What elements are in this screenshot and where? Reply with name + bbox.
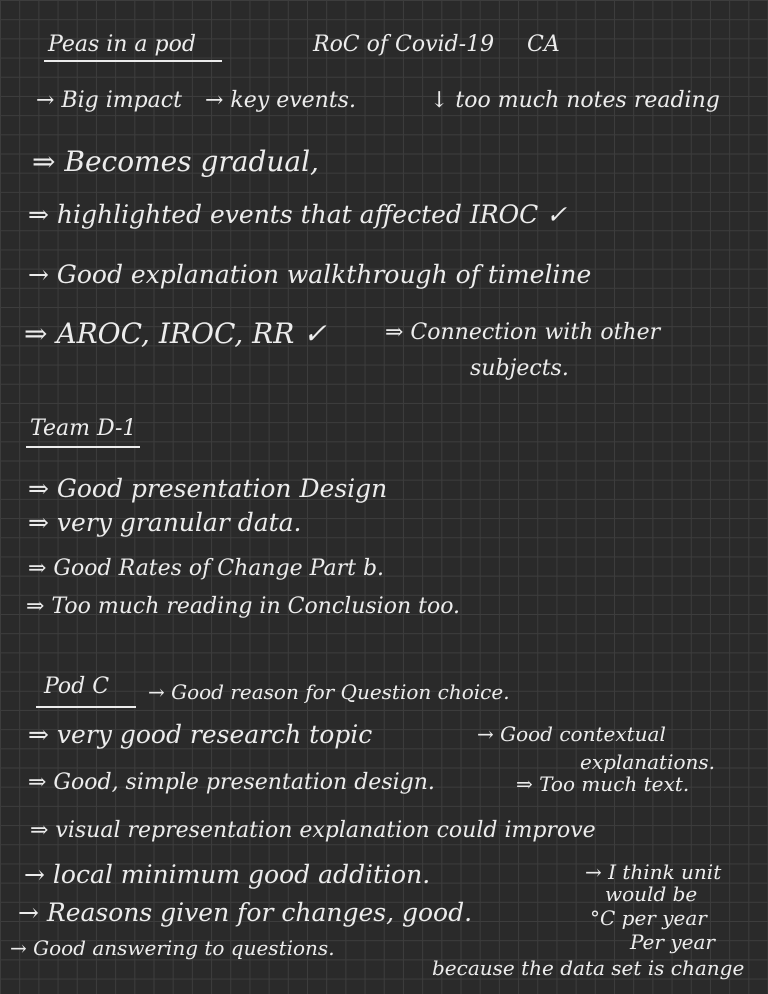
header-initials: CA bbox=[527, 32, 560, 57]
note-because-data-set: because the data set is change bbox=[432, 956, 745, 980]
note-would-be: would be bbox=[605, 882, 698, 906]
note-reading-conclusion: ⇒ Too much reading in Conclusion too. bbox=[26, 594, 461, 619]
note-key-events: → key events. bbox=[205, 88, 356, 113]
note-highlighted-events: ⇒ highlighted events that affected IROC ✓ bbox=[28, 200, 568, 229]
header-title-peas-in-a-pod: Peas in a pod bbox=[48, 32, 196, 57]
note-too-much-text: ⇒ Too much text. bbox=[516, 772, 690, 796]
header-underline bbox=[44, 60, 222, 62]
note-local-minimum: → local minimum good addition. bbox=[24, 860, 431, 889]
pod-underline bbox=[36, 706, 136, 708]
note-connection: ⇒ Connection with other bbox=[385, 320, 661, 345]
note-research-topic: ⇒ very good research topic bbox=[28, 720, 373, 749]
note-rates-of-change: ⇒ Good Rates of Change Part b. bbox=[28, 556, 385, 581]
note-subjects: subjects. bbox=[470, 356, 569, 381]
note-good-presentation-design: ⇒ Good presentation Design bbox=[28, 474, 388, 503]
note-i-think-unit: → I think unit bbox=[585, 860, 722, 884]
header-topic: RoC of Covid-19 bbox=[313, 32, 495, 57]
note-per-year: Per year bbox=[630, 930, 715, 954]
note-too-much-reading: ↓ too much notes reading bbox=[430, 88, 720, 113]
note-granular-data: ⇒ very granular data. bbox=[28, 508, 302, 537]
heading-team-d1: Team D-1 bbox=[30, 416, 137, 441]
note-reasons-given: → Reasons given for changes, good. bbox=[18, 898, 473, 927]
team-underline bbox=[26, 446, 140, 448]
note-visual-representation: ⇒ visual representation explanation could improve bbox=[30, 818, 596, 843]
note-simple-design: ⇒ Good, simple presentation design. bbox=[28, 770, 435, 795]
note-good-answering: → Good answering to questions. bbox=[10, 936, 335, 960]
heading-pod-c: Pod C bbox=[44, 674, 110, 699]
note-good-explanation: → Good explanation walkthrough of timeline bbox=[28, 260, 592, 289]
note-becomes-gradual: ⇒ Becomes gradual, bbox=[32, 145, 319, 178]
note-celsius-per-year: °C per year bbox=[590, 906, 707, 930]
note-big-impact: → Big impact bbox=[36, 88, 182, 113]
note-question-choice: → Good reason for Question choice. bbox=[148, 680, 510, 704]
note-explanations: explanations. bbox=[580, 750, 716, 774]
note-aroc-iroc-rr: ⇒ AROC, IROC, RR ✓ bbox=[24, 317, 327, 350]
note-contextual: → Good contextual bbox=[477, 722, 666, 746]
